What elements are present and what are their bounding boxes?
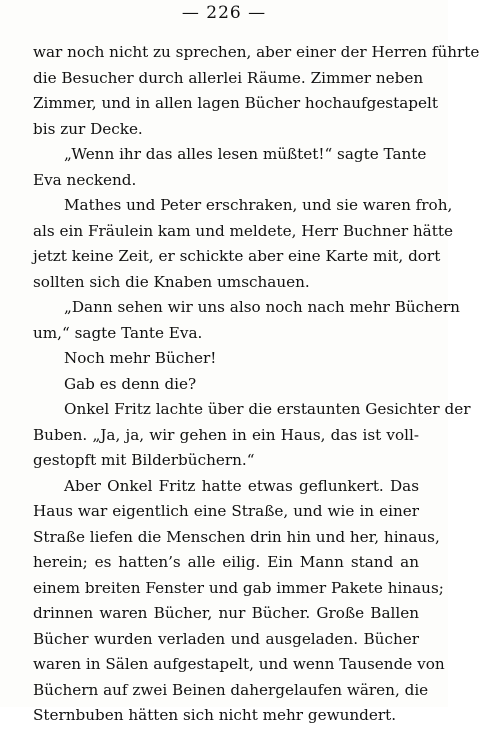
text-line: sollten sich die Knaben umschauen. xyxy=(33,272,310,291)
text-line: um,“ sagte Tante Eva. xyxy=(33,323,203,342)
text-line: jetzt keine Zeit, er schickte aber eine Karte mit, dort xyxy=(33,247,441,265)
text-line: Onkel Fritz lachte über die erstaunten Gesichter der xyxy=(64,400,471,418)
text-line: Büchern auf zwei Beinen dahergelaufen wären, die xyxy=(33,680,429,699)
text-line: Straße liefen die Menschen drin hin und her, hinaus, xyxy=(33,527,440,546)
text-line: „Dann sehen wir uns also noch nach mehr Büchern xyxy=(64,298,460,316)
text-line: war noch nicht zu sprechen, aber einer der Herren führte xyxy=(33,43,479,61)
text-line: herein; es hatten’s alle eilig. Ein Mann stand an xyxy=(33,553,419,571)
page-number: — 226 — xyxy=(181,3,267,23)
text-line: bis zur Decke. xyxy=(33,119,143,138)
text-line: Noch mehr Bücher! xyxy=(64,349,217,367)
text-line: Bücher wurden verladen und ausgeladen. Bücher xyxy=(33,629,419,648)
body-text xyxy=(33,40,479,729)
text-line: Buben. „Ja, ja, wir gehen in ein Haus, das ist voll- xyxy=(33,425,419,444)
text-line: Eva neckend. xyxy=(33,170,137,189)
text-line: Gab es denn die? xyxy=(64,374,197,393)
text-line: Sternbuben hätten sich nicht mehr gewundert. xyxy=(33,706,397,724)
text-line: „Wenn ihr das alles lesen müßtet!“ sagte Tante xyxy=(64,145,427,163)
text-line: Zimmer, und in allen lagen Bücher hochaufgestapelt xyxy=(33,94,438,112)
text-line: waren in Sälen aufgestapelt, und wenn Tausende von xyxy=(33,655,445,673)
text-line: Mathes und Peter erschraken, und sie waren froh, xyxy=(64,196,453,214)
text-line: drinnen waren Bücher, nur Bücher. Große Ballen xyxy=(33,604,419,622)
text-line: die Besucher durch allerlei Räume. Zimmer neben xyxy=(33,68,424,87)
text-line: gestopft mit Bilderbüchern.“ xyxy=(33,451,255,469)
text-line: Aber Onkel Fritz hatte etwas geflunkert. Das xyxy=(64,476,419,495)
text-line: Haus war eigentlich eine Straße, und wie in einer xyxy=(33,502,419,520)
text-line: als ein Fräulein kam und meldete, Herr Buchner hätte xyxy=(33,221,453,240)
text-line: einem breiten Fenster und gab immer Pakete hinaus; xyxy=(33,578,444,597)
